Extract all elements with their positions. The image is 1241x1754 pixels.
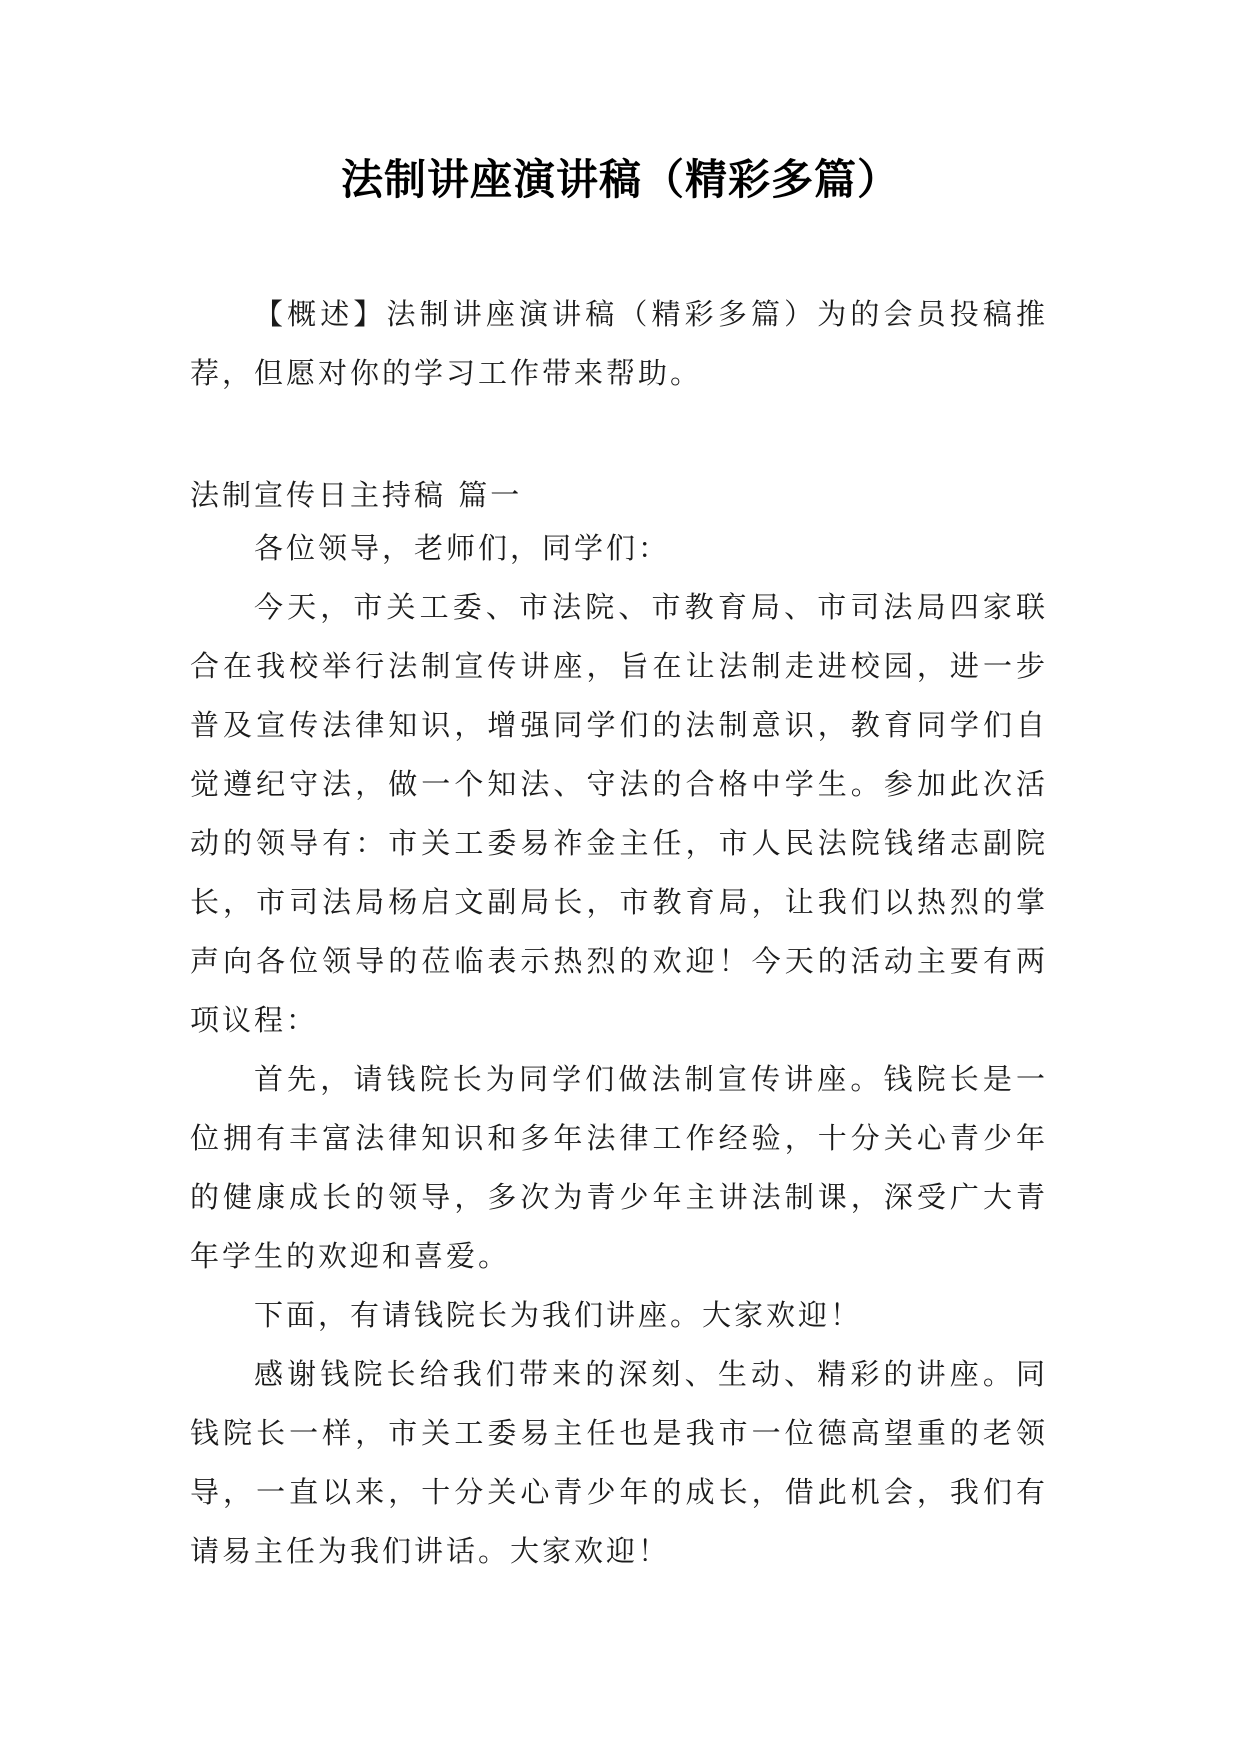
paragraph-greeting: 各位领导，老师们，同学们： — [254, 531, 671, 565]
document-title: 法制讲座演讲稿（精彩多篇） — [340, 155, 900, 204]
paragraph-thanks: 感谢钱院长给我们带来的深刻、生动、精彩的讲座。同钱院长一样，市关工委易主任也是我市一位德高望重的老领导，一直以来，十分关心青少年的成长，借此机会，我们有请易主任为我们讲话。大家欢迎！ — [190, 1357, 1048, 1568]
summary-paragraph: 【概述】法制讲座演讲稿（精彩多篇）为的会员投稿推荐，但愿对你的学习工作带来帮助。 — [190, 297, 1048, 390]
section-content — [190, 519, 1048, 1581]
paragraph-first-agenda: 首先，请钱院长为同学们做法制宣传讲座。钱院长是一位拥有丰富法律知识和多年法律工作经验，十分关心青少年的健康成长的领导，多次为青少年主讲法制课，深受广大青年学生的欢迎和喜爱。 — [190, 1062, 1048, 1273]
paragraph-invitation: 下面，有请钱院长为我们讲座。大家欢迎！ — [254, 1298, 863, 1332]
section-heading: 法制宣传日主持稿 篇一 — [190, 478, 523, 512]
paragraph-introduction: 今天，市关工委、市法院、市教育局、市司法局四家联合在我校举行法制宣传讲座，旨在让法制走进校园，进一步普及宣传法律知识，增强同学们的法制意识，教育同学们自觉遵纪守法，做一个知法、守法的合格中学生。参加此次活动的领导有：市关工委易祚金主任，市人民法院钱绪志副院长，市司法局杨启文副局长，市教育局，让我们以热烈的掌声向各位领导的莅临表示热烈的欢迎！今天的活动主要有两项议程： — [190, 590, 1048, 1037]
